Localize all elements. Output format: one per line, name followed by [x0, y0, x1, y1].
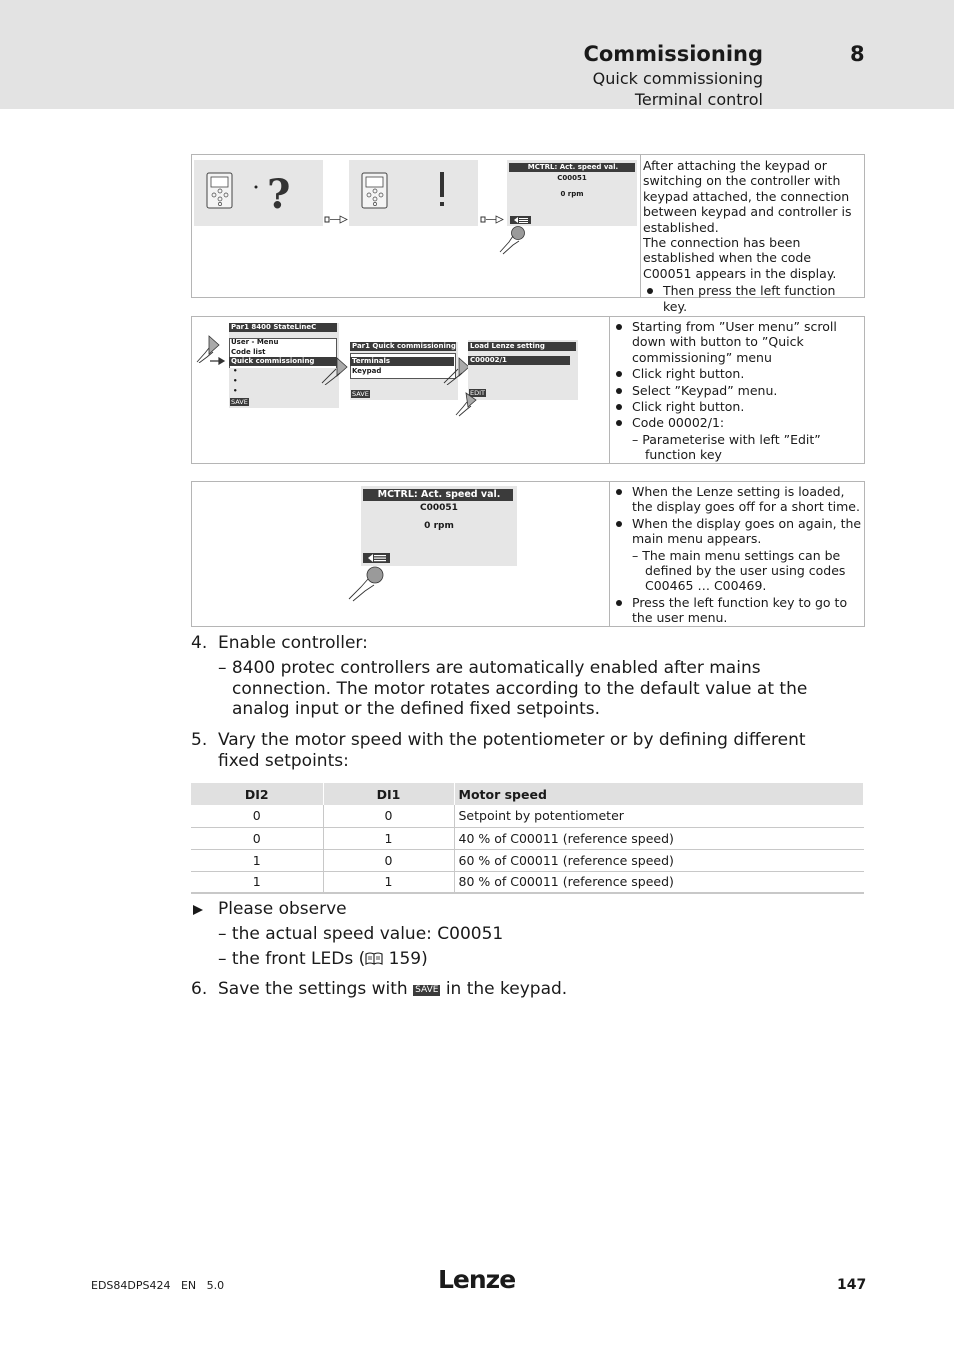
menu-item-keypad[interactable]: Keypad: [352, 367, 382, 375]
observe-item-2-text: – the front LEDs (: [218, 949, 366, 969]
panel3-text: [612, 484, 862, 626]
save-key-inline: SAVE: [415, 985, 439, 995]
chapter-title: Commissioning: [583, 42, 763, 66]
page-header: [0, 0, 954, 109]
panel3-dash-item: – The main menu settings can be defined by the user using codes C00465 … C00469.: [632, 547, 846, 594]
cell-motor-speed: Setpoint by potentiometer: [454, 805, 864, 827]
display-title: MCTRL: Act. speed val.: [509, 163, 635, 172]
hand-press-icon: [497, 223, 529, 255]
menu-item-quick-commissioning[interactable]: Quick commissioning: [229, 357, 337, 366]
cell-di2: 0: [191, 827, 323, 849]
panel1-bullet: Then press the left function key.: [643, 283, 861, 314]
observe-item-1: – the actual speed value: C00051: [218, 924, 504, 944]
screen-load-lenze-setting: [468, 340, 578, 400]
observe-page-ref: 159): [383, 949, 428, 969]
table-row: [191, 871, 864, 893]
table-header-row: [191, 783, 864, 805]
menu-item-user-menu[interactable]: User - Menu: [231, 338, 279, 346]
section-title: Quick commissioning: [592, 69, 763, 88]
panel1-text: [643, 158, 861, 314]
cell-di2: 0: [191, 805, 323, 827]
cell-di2: 1: [191, 871, 323, 893]
cell-di1: 0: [323, 849, 454, 871]
cell-motor-speed: 40 % of C00011 (reference speed): [454, 827, 864, 849]
menu-item-terminals[interactable]: Terminals: [350, 357, 454, 366]
keypad-icon: [349, 160, 478, 226]
save-softkey[interactable]: SAVE: [231, 398, 248, 406]
observe-heading: Please observe: [218, 899, 347, 919]
step-4-number: 4.: [191, 633, 208, 653]
table-row: [191, 805, 864, 827]
step-6-text: [218, 979, 567, 1000]
book-reference-icon: [365, 952, 383, 965]
save-softkey[interactable]: SAVE: [352, 390, 369, 398]
header-motor-speed: Motor speed: [454, 783, 864, 805]
header-di2: DI2: [191, 783, 323, 805]
panel2-text: [612, 319, 862, 463]
panel2-bullet-3: Select ”Keypad” menu.: [612, 383, 862, 398]
left-function-key[interactable]: [363, 553, 390, 563]
panel3-bullet-3: Press the left function key to go to the user menu.: [612, 595, 862, 626]
display-value: 0 rpm: [560, 190, 584, 198]
triangle-bullet-icon: [192, 904, 204, 916]
display-value: 0 rpm: [424, 521, 454, 531]
display-code: C00051: [420, 503, 458, 513]
panel3-bullet-1: When the Lenze setting is loaded, the display goes off for a short time.: [612, 484, 862, 515]
instruction-panel-1: [191, 154, 865, 314]
step-6-text-a: Save the settings with: [218, 979, 414, 999]
fixed-setpoint-table: [191, 783, 864, 894]
arrow-right-icon: [324, 214, 349, 226]
cell-di1: 1: [323, 871, 454, 893]
panel1-paragraph-1: After attaching the keypad or switching on the controller with keypad attached, the connection between keypad and controller is established.: [643, 158, 852, 235]
edit-softkey[interactable]: EDIT: [470, 389, 485, 397]
doc-number: EDS84DPS424: [91, 1279, 171, 1292]
keypad-icon: [194, 160, 323, 226]
keypad-display: [507, 160, 637, 226]
doc-language: EN: [180, 1279, 197, 1292]
panel2-bullet-1: Starting from ”User menu” scroll down with button to ”Quick commissioning” menu: [612, 319, 862, 365]
screen-title: Par1 Quick commissioning: [352, 342, 456, 350]
hand-press-icon: [346, 564, 388, 602]
doc-version: 5.0: [206, 1279, 225, 1292]
panel2-bullet-2: Click right button.: [612, 366, 862, 381]
instruction-panel-3: [191, 481, 865, 627]
step-5-number: 5.: [191, 730, 208, 750]
table-row: [191, 849, 864, 871]
cell-motor-speed: 60 % of C00011 (reference speed): [454, 849, 864, 871]
menu-more-dots: • • •: [233, 367, 238, 395]
menu-item-code-list[interactable]: Code list: [231, 348, 266, 356]
hand-press-icon: [320, 355, 354, 385]
display-code: C00051: [557, 174, 587, 182]
cell-di2: 1: [191, 849, 323, 871]
keypad-connected-figure: [349, 160, 478, 226]
subsection-title: Terminal control: [634, 90, 763, 109]
arrow-icon: [210, 357, 230, 365]
display-title: MCTRL: Act. speed val.: [363, 489, 513, 501]
panel3-bullet-2: When the display goes on again, the main menu appears.: [612, 516, 862, 547]
step-4-text: Enable controller:: [218, 633, 368, 653]
step-4-detail: – 8400 protec controllers are automatically enabled after mains connection. The motor rotates according to the default value at the analog input or the defined fixed setpoints.: [218, 658, 808, 720]
panel2-bullet-5: Code 00002/1:: [612, 415, 862, 430]
panel2-dash-item: – Parameterise with left ”Edit” function key: [632, 431, 821, 463]
step-5-text: Vary the motor speed with the potentiometer or by defining different fixed setpoints:: [218, 730, 806, 771]
footer-doc-info: [91, 1279, 224, 1292]
step-6-number: 6.: [191, 979, 208, 999]
header-di1: DI1: [323, 783, 454, 805]
svg-text:?: ?: [267, 171, 291, 218]
chapter-number: 8: [850, 42, 865, 66]
cell-di1: 0: [323, 805, 454, 827]
menu-icon: [364, 553, 389, 563]
screen-title: Load Lenze setting: [468, 342, 576, 351]
instruction-panel-2: [191, 316, 865, 464]
observe-item-2: [218, 949, 428, 970]
screen-title: Par1 8400 StateLineC: [229, 323, 337, 332]
cell-motor-speed: 80 % of C00011 (reference speed): [454, 871, 864, 893]
lenze-logo: Lenze: [438, 1265, 516, 1294]
code-item[interactable]: C00002/1: [468, 356, 570, 365]
panel2-bullet-4: Click right button.: [612, 399, 862, 414]
page-number: 147: [837, 1277, 867, 1293]
cell-di1: 1: [323, 827, 454, 849]
step-6-text-b: in the keypad.: [440, 979, 568, 999]
table-row: [191, 827, 864, 849]
keypad-connecting-figure: [194, 160, 323, 226]
keypad-display: [361, 486, 517, 566]
hand-press-icon: [454, 391, 480, 417]
panel1-paragraph-2: The connection has been established when the code C00051 appears in the display.: [643, 235, 837, 281]
